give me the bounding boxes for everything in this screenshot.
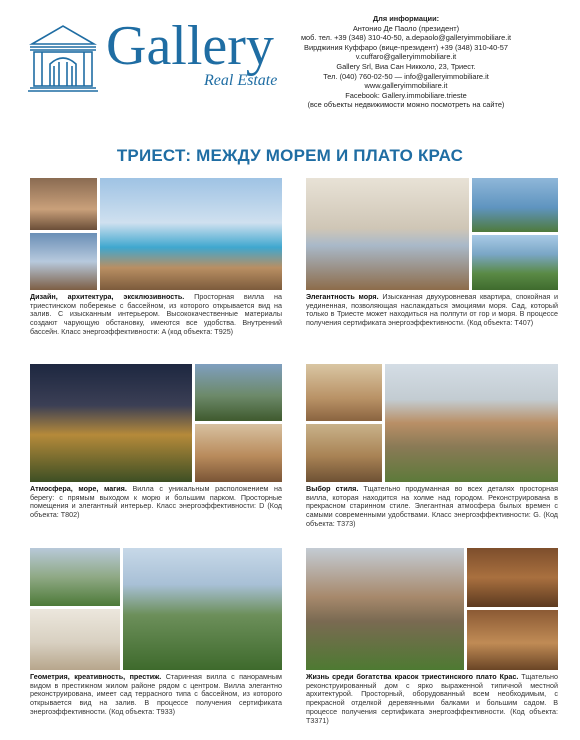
sea-view-photo (472, 178, 558, 232)
listing-description (30, 485, 282, 520)
interior-photo (30, 178, 97, 230)
salon-photo (306, 364, 382, 421)
rustic-room-photo (467, 610, 558, 670)
listing-text: Тщательно реконструированный дом с ярко выраженной типичной местной архитектурой. Просторный, оборудованный всем необходимым, с прекрасной отделкой деревянными балками и большим садом. В процессе получения сертификата энергоэффективности. (Код объекта: T3371) (306, 672, 558, 725)
listing-description (30, 293, 282, 337)
listing-card[interactable] (30, 548, 282, 717)
stone-house-photo (306, 548, 464, 670)
garden-photo (472, 235, 558, 290)
listing-description (306, 293, 558, 328)
contact-info (266, 14, 546, 110)
listing-text: Вилла с уникальным расположением на берегу: с прямым выходом к морю и большим парком. Просторные помещения и элегантный интерьер. Класс энергоэффективности: D (Код объекта: T802) (30, 484, 282, 520)
beamed-interior-photo (467, 548, 558, 607)
contact-line[interactable]: Facebook: Gallery.immobiliare.trieste (345, 90, 467, 100)
gallery-logo[interactable] (26, 14, 296, 94)
listing-photos (30, 364, 282, 482)
terraced-garden-photo (123, 548, 282, 670)
apartment-photo (306, 178, 469, 290)
listing-text: Изысканная двухуровневая квартира, спокойная и уединенная, позволяющая наслаждаться эмоциями моря. Сад, который только в Триесте может находиться на полпути от гор и моря. В процессе получения сертификата энергоэффективности. (Код объекта: T407) (306, 292, 558, 328)
living-room-photo (195, 424, 282, 482)
listing-title: Жизнь среди богатства красок триестинского плато Крас. (306, 672, 519, 681)
contact-line[interactable]: v.cuffaro@galleryimmobiliare.it (355, 52, 457, 62)
contact-line: Gallery Srl, Виа Сан Никколо, 23, Триест. (336, 61, 476, 71)
listing-title: Атмосфера, море, магия. (30, 484, 127, 493)
historic-villa-photo (385, 364, 558, 482)
contact-line[interactable]: www.galleryimmobiliare.it (364, 81, 448, 91)
listing-description (306, 673, 558, 725)
logo-wordmark: Gallery (106, 15, 274, 77)
night-villa-photo (30, 364, 192, 482)
contact-heading: Для информации: (372, 14, 440, 23)
listing-description (306, 485, 558, 529)
page-headline: ТРИЕСТ: МЕЖДУ МОРЕМ И ПЛАТО КРАС (116, 146, 464, 165)
listing-photos (30, 548, 282, 670)
white-interior-photo (30, 609, 120, 670)
dining-room-photo (306, 424, 382, 482)
listing-description (30, 673, 282, 717)
listing-photos (306, 548, 558, 670)
listing-photos (30, 178, 282, 290)
listing-card[interactable] (30, 364, 282, 520)
listing-photos (306, 364, 558, 482)
coast-photo (195, 364, 282, 421)
building-emblem-icon (28, 26, 98, 91)
listing-title: Выбор стиля. (306, 484, 359, 493)
listing-text: Тщательно продуманная во всех деталях просторная вилла, которая находится на холме над городом. Реконструирована в прекрасном старинном стиле. Элегантная атмосфера былых времен с самыми современными удобствами. Класс энергоэффективности: G. (Код объекта: T373) (306, 484, 558, 528)
terrace-pool-photo (100, 178, 282, 290)
listing-photos (306, 178, 558, 290)
contact-line: Вирджиния Куффаро (вице-президент) +39 (348) 310-40-57 (304, 42, 508, 52)
contact-line[interactable]: Тел. (040) 760-02-50 — info@galleryimmobiliare.it (323, 71, 489, 81)
listing-title: Геометрия, креативность, престиж. (30, 672, 162, 681)
logo-tagline: Real Estate (204, 72, 278, 89)
listing-card[interactable] (30, 178, 282, 337)
contact-line: (все объекты недвижимости можно посмотреть на сайте) (307, 100, 505, 110)
listing-card[interactable] (306, 178, 558, 328)
listing-title: Элегантность моря. (306, 292, 379, 301)
listing-text: Старинная вилла с панорамным видом в престижном жилом районе рядом с центром. Вилла элегантно реконструирована, имеет сад террасного типа с бассейном, из которого открывается вид на залив. В процессе получения сертификата энергоэффективности. (Код объекта: T933) (30, 672, 282, 716)
garden-pool-photo (30, 548, 120, 606)
contact-line[interactable]: моб. тел. +39 (348) 310-40-50, a.depaolo@galleryimmobiliare.it (300, 33, 512, 43)
pool-interior-photo (30, 233, 97, 290)
contact-line: Антонио Де Паоло (президент) (352, 23, 460, 33)
listing-card[interactable] (306, 548, 558, 725)
listing-text: Просторная вилла на триестинском побережье с бассейном, из которого открывается вид на залив. С изысканным интерьером. Высококачественные материалы создают чарующую обстановку, имеются все удобства. Внутренний бассейн. Класс энергоэффективности: A (код объекта: T925) (30, 292, 282, 336)
listing-title: Дизайн, архитектура, эксклюзивность. (30, 292, 185, 301)
listing-card[interactable] (306, 364, 558, 529)
